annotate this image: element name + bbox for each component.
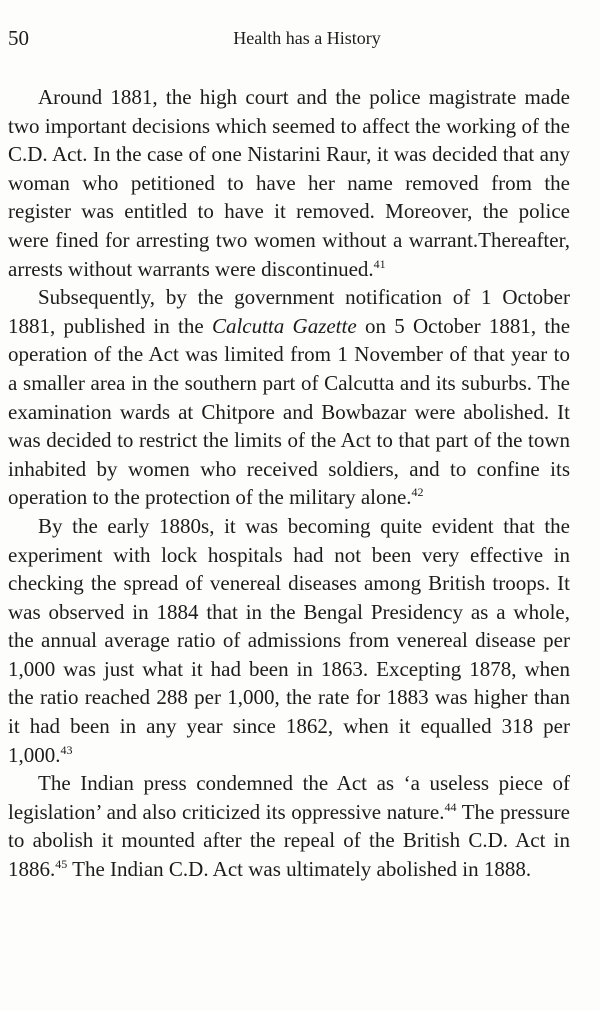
paragraph-2-text-start: Subsequently, by the government notification of 1 October 1881, published in the <box>8 285 570 338</box>
paragraph-4-text-start: The Indian press condemned the Act as ‘a useless piece of legislation’ and also criticized its oppressive nature. <box>8 771 570 824</box>
paragraph-3 <box>8 512 570 769</box>
paragraph-3-text: By the early 1880s, it was becoming quite evident that the experiment with lock hospitals had not been very effective in checking the spread of venereal diseases among British troops. It was observed in 1884 that in the Bengal Presidency as a whole, the annual average ratio of admissions from venereal disease per 1,000 was just what it had been in 1863. Excepting 1878, when the ratio reached 288 per 1,000, the rate for 1883 was higher than it had been in any year since 1862, when it equalled 318 per 1,000. <box>8 513 570 767</box>
page-number: 50 <box>8 26 29 50</box>
publication-title-calcutta-gazette: Calcutta Gazette <box>211 313 357 338</box>
paragraph-1 <box>8 83 570 283</box>
footnote-ref-45[interactable]: 45 <box>55 857 68 872</box>
running-title: Health has a History <box>233 28 381 48</box>
page-header <box>8 24 586 52</box>
paragraph-4-text-middle: The pressure to abolish it mounted after the repeal of the British C.D. Act in 1886. <box>8 799 570 882</box>
footnote-ref-41[interactable]: 41 <box>373 256 386 271</box>
paragraph-2 <box>8 283 570 512</box>
paragraph-4-text-end: The Indian C.D. Act was ultimately abolished in 1888. <box>67 857 532 882</box>
footnote-ref-44[interactable]: 44 <box>444 799 457 814</box>
body-text <box>8 83 570 884</box>
footnote-ref-43[interactable]: 43 <box>60 742 73 757</box>
paragraph-4 <box>8 769 570 883</box>
footnote-ref-42[interactable]: 42 <box>411 485 424 500</box>
paragraph-1-text: Around 1881, the high court and the police magistrate made two important decisions which seemed to affect the working of the C.D. Act. In the case of one Nistarini Raur, it was decided that any woman who petitioned to have her name removed from the register was entitled to have it removed. Moreover, the police were fined for arresting two women without a warrant.Thereafter, arrests without warrants were discontinued. <box>8 85 570 281</box>
paragraph-2-text-end: on 5 October 1881, the operation of the Act was limited from 1 November of that year to a smaller area in the southern part of Calcutta and its suburbs. The examination wards at Chitpore and Bowbazar were abolished. It was decided to restrict the limits of the Act to that part of the town inhabited by women who received soldiers, and to confine its operation to the protection of the military alone. <box>8 313 571 510</box>
